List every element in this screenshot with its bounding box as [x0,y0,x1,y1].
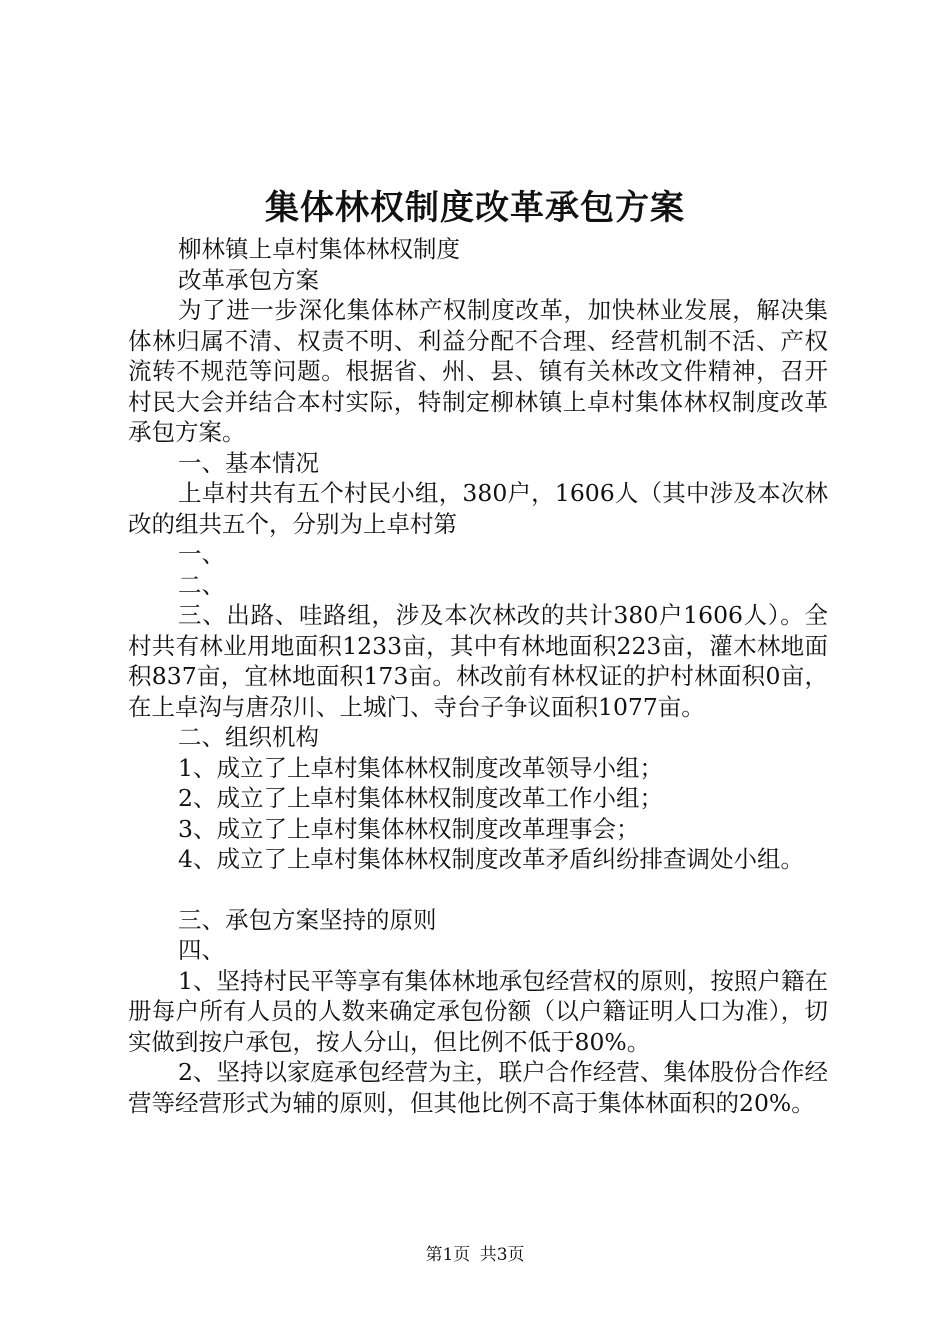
page-total: 共3页 [479,1245,525,1265]
paragraph: 为了进一步深化集体林产权制度改革，加快林业发展，解决集体林归属不清、权责不明、利益分配不合理、经营机制不活、产权流转不规范等问题。根据省、州、县、镇有关林改文件精神，召开村民大会并结合本村实际，特制定柳林镇上卓村集体林权制度改革承包方案。 [128,296,828,446]
document-title: 集体林权制度改革承包方案 [265,188,685,228]
paragraph: 三、出路、哇路组，涉及本次林改的共计380户1606人）。全村共有林业用地面积1233亩，其中有林地面积223亩，灌木林地面积837亩，宜林地面积173亩。林改前有林权证的护村林面积0亩，在上卓沟与唐尕川、上城门、寺台子争议面积1077亩。 [128,601,828,721]
paragraph: 2、坚持以家庭承包经营为主，联户合作经营、集体股份合作经营等经营形式为辅的原则，但其他比例不高于集体林面积的20%。 [128,1058,828,1117]
document-body [128,234,828,1118]
paragraph: 二、 [178,570,225,599]
section-heading: 三、承包方案坚持的原则 [178,905,437,934]
paragraph: 柳林镇上卓村集体林权制度 [178,235,460,263]
paragraph: 四、 [178,936,225,964]
paragraph: 1、坚持村民平等享有集体林地承包经营权的原则，按照户籍在册每户所有人员的人数来确定承包份额（以户籍证明人口为准），切实做到按户承包，按人分山，但比例不低于80%。 [128,966,828,1056]
section-heading: 二、组织机构 [178,723,319,751]
page-footer [0,1244,950,1266]
section-heading: 一、基本情况 [178,448,319,477]
page-number: 第1页 [425,1245,471,1265]
list-item: 3、成立了上卓村集体林权制度改革理事会； [178,814,640,843]
list-item: 2、成立了上卓村集体林权制度改革工作小组； [178,784,663,812]
paragraph: 一、 [178,540,225,568]
paragraph: 上卓村共有五个村民小组，380户，1606人（其中涉及本次林改的组共五个，分别为上卓村第 [128,479,828,538]
list-item: 4、成立了上卓村集体林权制度改革矛盾纠纷排查调处小组。 [178,845,804,873]
list-item: 1、成立了上卓村集体林权制度改革领导小组； [178,753,663,782]
paragraph: 改革承包方案 [178,265,319,294]
